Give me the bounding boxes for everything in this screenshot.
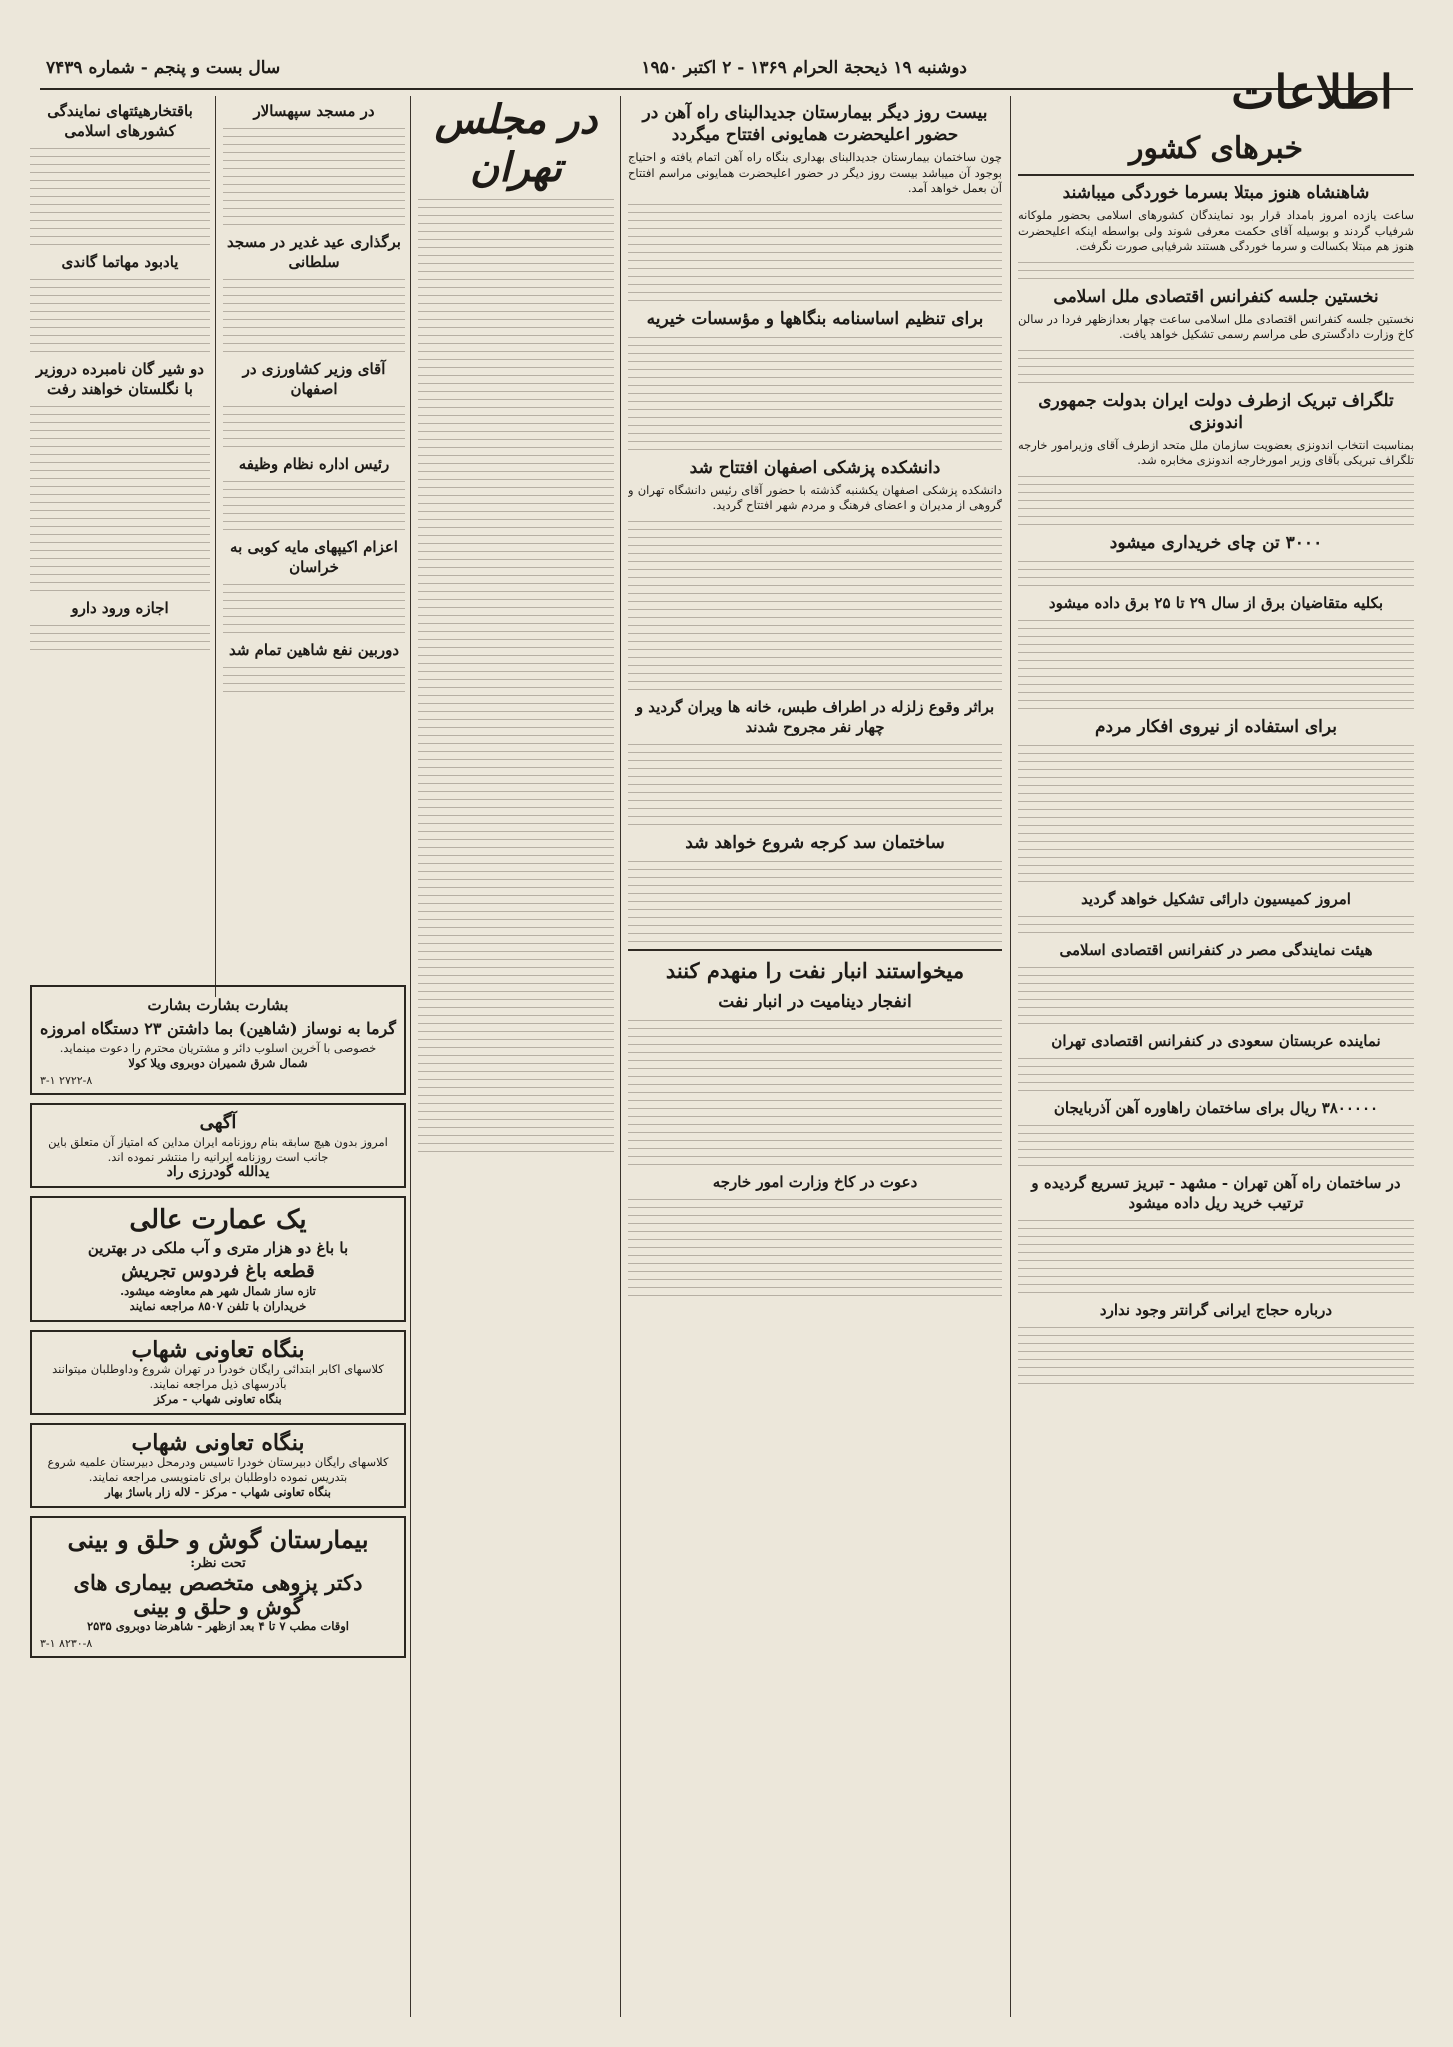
headline: آقای وزیر کشاورزی در اصفهان: [242, 360, 386, 398]
column-rule: [1010, 96, 1011, 2017]
headline: ۳۸۰۰۰۰۰ ریال برای ساختمان راهاوره آهن آذربایجان: [1053, 1098, 1379, 1117]
text-block: [628, 521, 1002, 690]
headline: هیئت نمایندگی مصر در کنفرانس اقتصادی اسلامی: [1059, 940, 1373, 959]
headline: درباره حجاج ایرانی گرانتر وجود ندارد: [1099, 1300, 1333, 1319]
headline: برای استفاده از نیروی افکار مردم: [1095, 716, 1337, 737]
column-misc: [223, 96, 405, 976]
text-block: [1018, 1058, 1414, 1091]
ad-code: ۳-۱ ۸۲۳۰-۸: [40, 1637, 93, 1650]
text-block: [1018, 916, 1414, 933]
ad-phone: خریداران با تلفن ۸۵۰۷ مراجعه نمایند: [129, 1299, 307, 1313]
column-left: [30, 96, 210, 976]
text-block: [223, 128, 405, 225]
ad-body: امروز بدون هیچ سابقه بنام روزنامه ایران مداین که امتیاز آن متعلق باین جانب است روزنامه ایرانیه را منتشر نموده اند.: [48, 1135, 388, 1164]
article-text: نخستین جلسه کنفرانس اقتصادی ملل اسلامی ساعت چهار بعدازظهر فردا در سالن کاخ وزارت دادگستری طی مراسم رسمی تشکیل خواهد یافت.: [1018, 311, 1414, 341]
text-block: [223, 481, 405, 530]
ads-column: [30, 985, 406, 2015]
column-main: [628, 96, 1002, 2016]
text-block: [30, 148, 210, 245]
article-text: ساعت یازده امروز بامداد قرار بود نمایندگان کشورهای اسلامی بحضور ملوکانه شرفیاب گردند و بوسیله آقای حکمت معرفی شوند ولی بواسطه اینکه اعلیحضرت هنوز هم مبتلا بکسالت و سرما خوردگی هستند شرفیابی صورت نگرفت.: [1018, 208, 1414, 253]
headline: دعوت در کاخ وزارت امور خارجه: [712, 1172, 918, 1191]
column-rule: [410, 96, 411, 2017]
ad-title: بنگاه تعاونی شهاب: [131, 1337, 305, 1363]
headline: برای تنظیم اساسنامه بنگاهها و مؤسسات خیریه: [646, 308, 984, 329]
text-block: [1018, 620, 1414, 709]
ad-line: تازه ساز شمال شهر هم معاوضه میشود.: [120, 1284, 316, 1298]
column-parliament: [418, 96, 614, 2016]
column-news: [1018, 126, 1414, 2016]
headline: تلگراف تبریک ازطرف دولت ایران بدولت جمهوری اندونزی: [1038, 390, 1394, 433]
headline: نخستین جلسه کنفرانس اقتصادی ملل اسلامی: [1053, 286, 1379, 307]
article-text: چون ساختمان بیمارستان جدیدالبنای بهداری بنگاه راه آهن اتمام یافته و احتیاج بوجود آن میباشد بیست روز دیگر در حضور اعلیحضرت همایونی مراسم افتتاح آن بعمل خواهد آمد.: [628, 150, 1002, 195]
headline: در ساختمان راه آهن تهران - مشهد - تبریز تسریع گردیده و ترتیب خرید ریل داده میشود: [1031, 1173, 1401, 1212]
text-block: [1018, 745, 1414, 882]
headline: امروز کمیسیون دارائی تشکیل خواهد گردید: [1081, 889, 1351, 908]
headline: یادبود مهاتما گاندی: [61, 253, 179, 271]
text-block: [628, 1199, 1002, 1296]
ad-line: با باغ دو هزار متری و آب ملکی در بهترین: [87, 1239, 349, 1257]
headline: اعزام اکیپهای مایه کوبی به خراسان: [230, 538, 398, 576]
header-bar: [40, 48, 1413, 90]
ad-bathhouse: [30, 985, 406, 1095]
text-block: [628, 204, 1002, 301]
text-block: [1018, 1327, 1414, 1384]
text-block: [1018, 967, 1414, 1024]
headline: بیست روز دیگر بیمارستان جدیدالبنای راه آهن در حضور اعلیحضرت همایونی افتتاح میگردد: [642, 103, 988, 145]
header-date: دوشنبه ۱۹ ذیحجة الحرام ۱۳۶۹ - ۲ اکتبر ۱۹۵۰: [641, 58, 967, 78]
ad-specialty: گوش و حلق و بینی: [133, 1594, 303, 1619]
ad-code: ۳-۱ ۲۷۲۲-۸: [40, 1074, 93, 1087]
text-block: [1018, 1220, 1414, 1293]
ad-footer: بنگاه تعاونی شهاب - مرکز - لاله زار باساژ بهار: [105, 1485, 331, 1499]
text-block: [30, 279, 210, 352]
headline: دو شیر گان نامبرده دروزیر با نگلستان خواهند رفت: [36, 360, 204, 398]
text-block: [628, 861, 1002, 942]
text-block: [30, 406, 210, 591]
ad-label: بشارت بشارت بشارت: [147, 996, 289, 1014]
ad-doctor: دکتر پزوهی متخصص بیماری های: [73, 1570, 363, 1595]
headline: شاهنشاه هنوز مبتلا بسرما خوردگی میباشند: [1062, 183, 1370, 203]
divider: [1018, 174, 1414, 176]
ad-notice: [30, 1103, 406, 1188]
text-block: [223, 667, 405, 692]
text-block: [223, 406, 405, 447]
text-block: [30, 625, 210, 650]
ad-body: خصوصی با آخرین اسلوب دائر و مشتریان محترم را دعوت مینماید.: [59, 1041, 377, 1055]
column-rule: [620, 96, 621, 2017]
ad-body: کلاسهای اکابر ابتدائی رایگان خودرا در تهران شروع وداوطلبان میتوانند بآدرسهای ذیل مراجعه نمایند.: [52, 1362, 384, 1391]
ad-title: بیمارستان گوش و حلق و بینی: [67, 1525, 369, 1554]
ad-shahab-1: [30, 1330, 406, 1415]
headline: رئیس اداره نظام وظیفه: [238, 455, 390, 473]
text-block: [223, 279, 405, 352]
text-block: [1018, 561, 1414, 586]
headline: در مسجد سپهسالار: [253, 102, 375, 120]
header-issue: سال بست و پنجم - شماره ۷۴۳۹: [46, 58, 281, 78]
ad-title: گرما به نوساز (شاهین) بما داشتن ۲۳ دستگاه امروزه: [40, 1019, 396, 1038]
headline: دوربین نفع شاهین تمام شد: [228, 641, 400, 659]
headline: براثر وقوع زلزله در اطراف طبس، خانه ها ویران گردید و چهار نفر مجروح شدند: [635, 697, 995, 736]
ad-hospital: [30, 1516, 406, 1658]
ad-title: یک عمارت عالی: [129, 1205, 307, 1235]
text-block: [1018, 262, 1414, 279]
article-text: بمناسبت انتخاب اندونزی بعضویت سازمان ملل متحد ازطرف آقای وزیرامور خارجه تلگراف تبریکی بآقای وزیر امورخارجه اندونزی مخابره شد.: [1018, 437, 1414, 467]
headline: ۳۰۰۰ تن چای خریداری میشود: [1109, 532, 1323, 553]
text-block: [628, 337, 1002, 450]
text-block: [418, 199, 614, 1152]
ad-building: [30, 1196, 406, 1322]
text-block: [1018, 476, 1414, 525]
headline-large: میخواستند انبار نفت را منهدم کنند: [665, 957, 965, 983]
section-title: در مجلس تهران: [434, 96, 598, 191]
ad-footer: بنگاه تعاونی شهاب - مرکز: [154, 1392, 282, 1406]
headline: باقتخارهیئتهای نمایندگی کشورهای اسلامی: [47, 102, 193, 140]
column-rule: [215, 96, 216, 997]
ad-line: قطعه باغ فردوس تجریش: [121, 1261, 315, 1282]
ad-shahab-2: [30, 1423, 406, 1508]
headline: بکلیه متقاضیان برق از سال ۲۹ تا ۲۵ برق داده میشود: [1048, 593, 1384, 612]
headline: اجازه ورود دارو: [71, 599, 169, 617]
text-block: [1018, 350, 1414, 383]
headline: برگذاری عید غدیر در مسجد سلطانی: [227, 233, 401, 271]
ad-body: کلاسهای رایگان دبیرستان خودرا تاسیس ودرمحل دبیرستان علمیه شروع بتدریس نموده داوطلبان برای نامنویسی مراجعه نمایند.: [47, 1455, 389, 1484]
text-block: [628, 744, 1002, 825]
text-block: [628, 1020, 1002, 1165]
ad-title: آگهی: [199, 1112, 237, 1133]
section-title: خبرهای کشور: [1128, 131, 1304, 166]
text-block: [223, 584, 405, 633]
headline: انفجار دینامیت در انبار نفت: [718, 991, 912, 1012]
text-block: [1018, 1125, 1414, 1166]
divider: [628, 949, 1002, 951]
ad-title: بنگاه تعاونی شهاب: [131, 1430, 305, 1456]
ad-signature: یدالله گودرزی راد: [166, 1164, 270, 1180]
ad-hours: اوقات مطب ۷ تا ۴ بعد ازظهر - شاهرضا دوبروی ۲۵۳۵: [86, 1619, 350, 1633]
headline: نماینده عربستان سعودی در کنفرانس اقتصادی تهران: [1051, 1031, 1381, 1050]
masthead-logo: اطلاعات: [1231, 65, 1393, 119]
ad-address: شمال شرق شمیران دوبروی ویلا کولا: [128, 1056, 308, 1070]
ad-subtitle: تحت نظر:: [190, 1556, 246, 1571]
article-text: دانشکده پزشکی اصفهان یکشنبه گذشته با حضور آقای رئیس دانشگاه تهران و گروهی از مدیران و اعضای فرهنگ و مردم شهر افتتاح گردید.: [628, 482, 1002, 512]
headline: ساختمان سد کرجه شروع خواهد شد: [685, 832, 945, 853]
headline: دانشکده پزشکی اصفهان افتتاح شد: [689, 457, 941, 478]
